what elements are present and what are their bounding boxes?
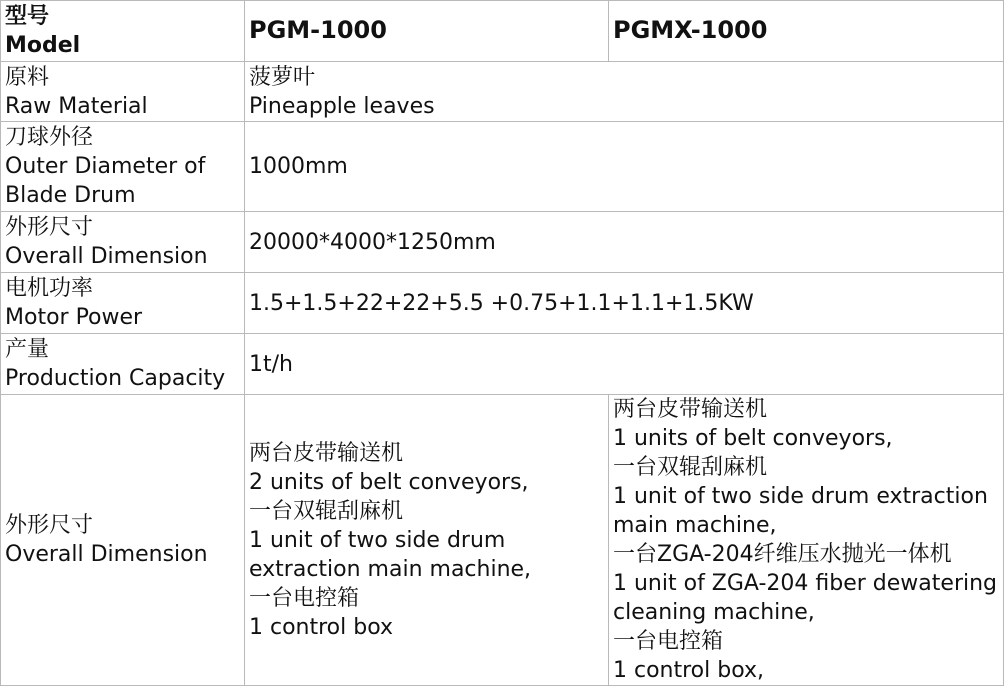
- row-label-en: Motor Power: [5, 305, 143, 330]
- row-label-cell: [1, 62, 245, 122]
- row-label-zh: 电机功率: [5, 276, 94, 301]
- config-line: 一台ZGA-204纤维压水抛光一体机: [613, 542, 952, 567]
- row-value-line: 1000mm: [249, 154, 348, 179]
- config-line: 一台双辊刮麻机: [613, 455, 768, 480]
- spec-row-blade-drum: [1, 122, 1004, 212]
- row-label-zh: 原料: [5, 64, 50, 90]
- row-label-cell: [1, 273, 245, 334]
- config-line: 两台皮带输送机: [249, 440, 404, 466]
- model-cell-pgmx: [609, 1, 1004, 62]
- config-line: 1 unit of two side drum: [249, 527, 506, 553]
- row-value-line: 菠萝叶: [249, 64, 316, 90]
- config-cell-pgm: [245, 395, 609, 686]
- spec-row-production-capacity: [1, 334, 1004, 395]
- row-label-en: Overall Dimension: [5, 244, 208, 269]
- row-value-cell: [245, 62, 1004, 122]
- config-line: 两台皮带输送机: [613, 397, 768, 422]
- spec-row-configuration: [1, 395, 1004, 686]
- row-label-zh: 刀球外径: [5, 125, 94, 150]
- config-line: 1 unit of two side drum extraction: [613, 484, 988, 509]
- spec-row-overall-dimension: [1, 212, 1004, 273]
- model-cell-pgm: [245, 1, 609, 62]
- row-value-cell: [245, 212, 1004, 273]
- row-label-zh: 产量: [5, 337, 50, 362]
- model-label-en: Model: [5, 33, 81, 58]
- config-line: cleaning machine,: [613, 600, 815, 625]
- model-name-pgmx: PGMX-1000: [613, 16, 768, 44]
- config-line: 一台电控箱: [249, 585, 360, 611]
- config-line: extraction main machine,: [249, 556, 532, 582]
- config-line: 一台电控箱: [613, 629, 724, 654]
- row-label-cell: [1, 212, 245, 273]
- config-line: 一台双辊刮麻机: [249, 498, 404, 524]
- row-value-line: 20000*4000*1250mm: [249, 229, 496, 255]
- row-value-line: 1t/h: [249, 351, 293, 377]
- row-value-cell: [245, 334, 1004, 395]
- row-label-cell: [1, 395, 245, 686]
- row-label-cell: [1, 122, 245, 212]
- header-row: [1, 1, 1004, 62]
- row-label-zh: 外形尺寸: [5, 215, 94, 240]
- config-line: 2 units of belt conveyors,: [249, 469, 529, 495]
- row-value-line: 1.5+1.5+22+22+5.5 +0.75+1.1+1.1+1.5KW: [249, 290, 754, 316]
- config-line: main machine,: [613, 513, 777, 538]
- row-label-en: Overall Dimension: [5, 542, 208, 567]
- model-label-cell: [1, 1, 245, 62]
- config-line: 1 control box: [249, 614, 394, 640]
- spec-row-motor-power: [1, 273, 1004, 334]
- row-label-en: Outer Diameter of: [5, 154, 206, 179]
- config-line: 1 unit of ZGA-204 fiber dewatering: [613, 571, 998, 596]
- row-label-en: Raw Material: [5, 93, 148, 119]
- row-label-zh: 外形尺寸: [5, 513, 94, 538]
- row-value-cell: [245, 273, 1004, 334]
- row-label-cell: [1, 334, 245, 395]
- config-cell-pgmx: [609, 395, 1004, 686]
- row-value-line: Pineapple leaves: [249, 93, 435, 119]
- row-label-en: Production Capacity: [5, 366, 226, 391]
- spec-row-raw-material: [1, 62, 1004, 122]
- config-line: 1 units of belt conveyors,: [613, 426, 893, 451]
- row-label-en: Blade Drum: [5, 183, 136, 208]
- model-label-zh: 型号: [5, 4, 50, 29]
- model-name-pgm: PGM-1000: [249, 16, 387, 44]
- row-value-cell: [245, 122, 1004, 212]
- config-line: 1 control box,: [613, 658, 765, 683]
